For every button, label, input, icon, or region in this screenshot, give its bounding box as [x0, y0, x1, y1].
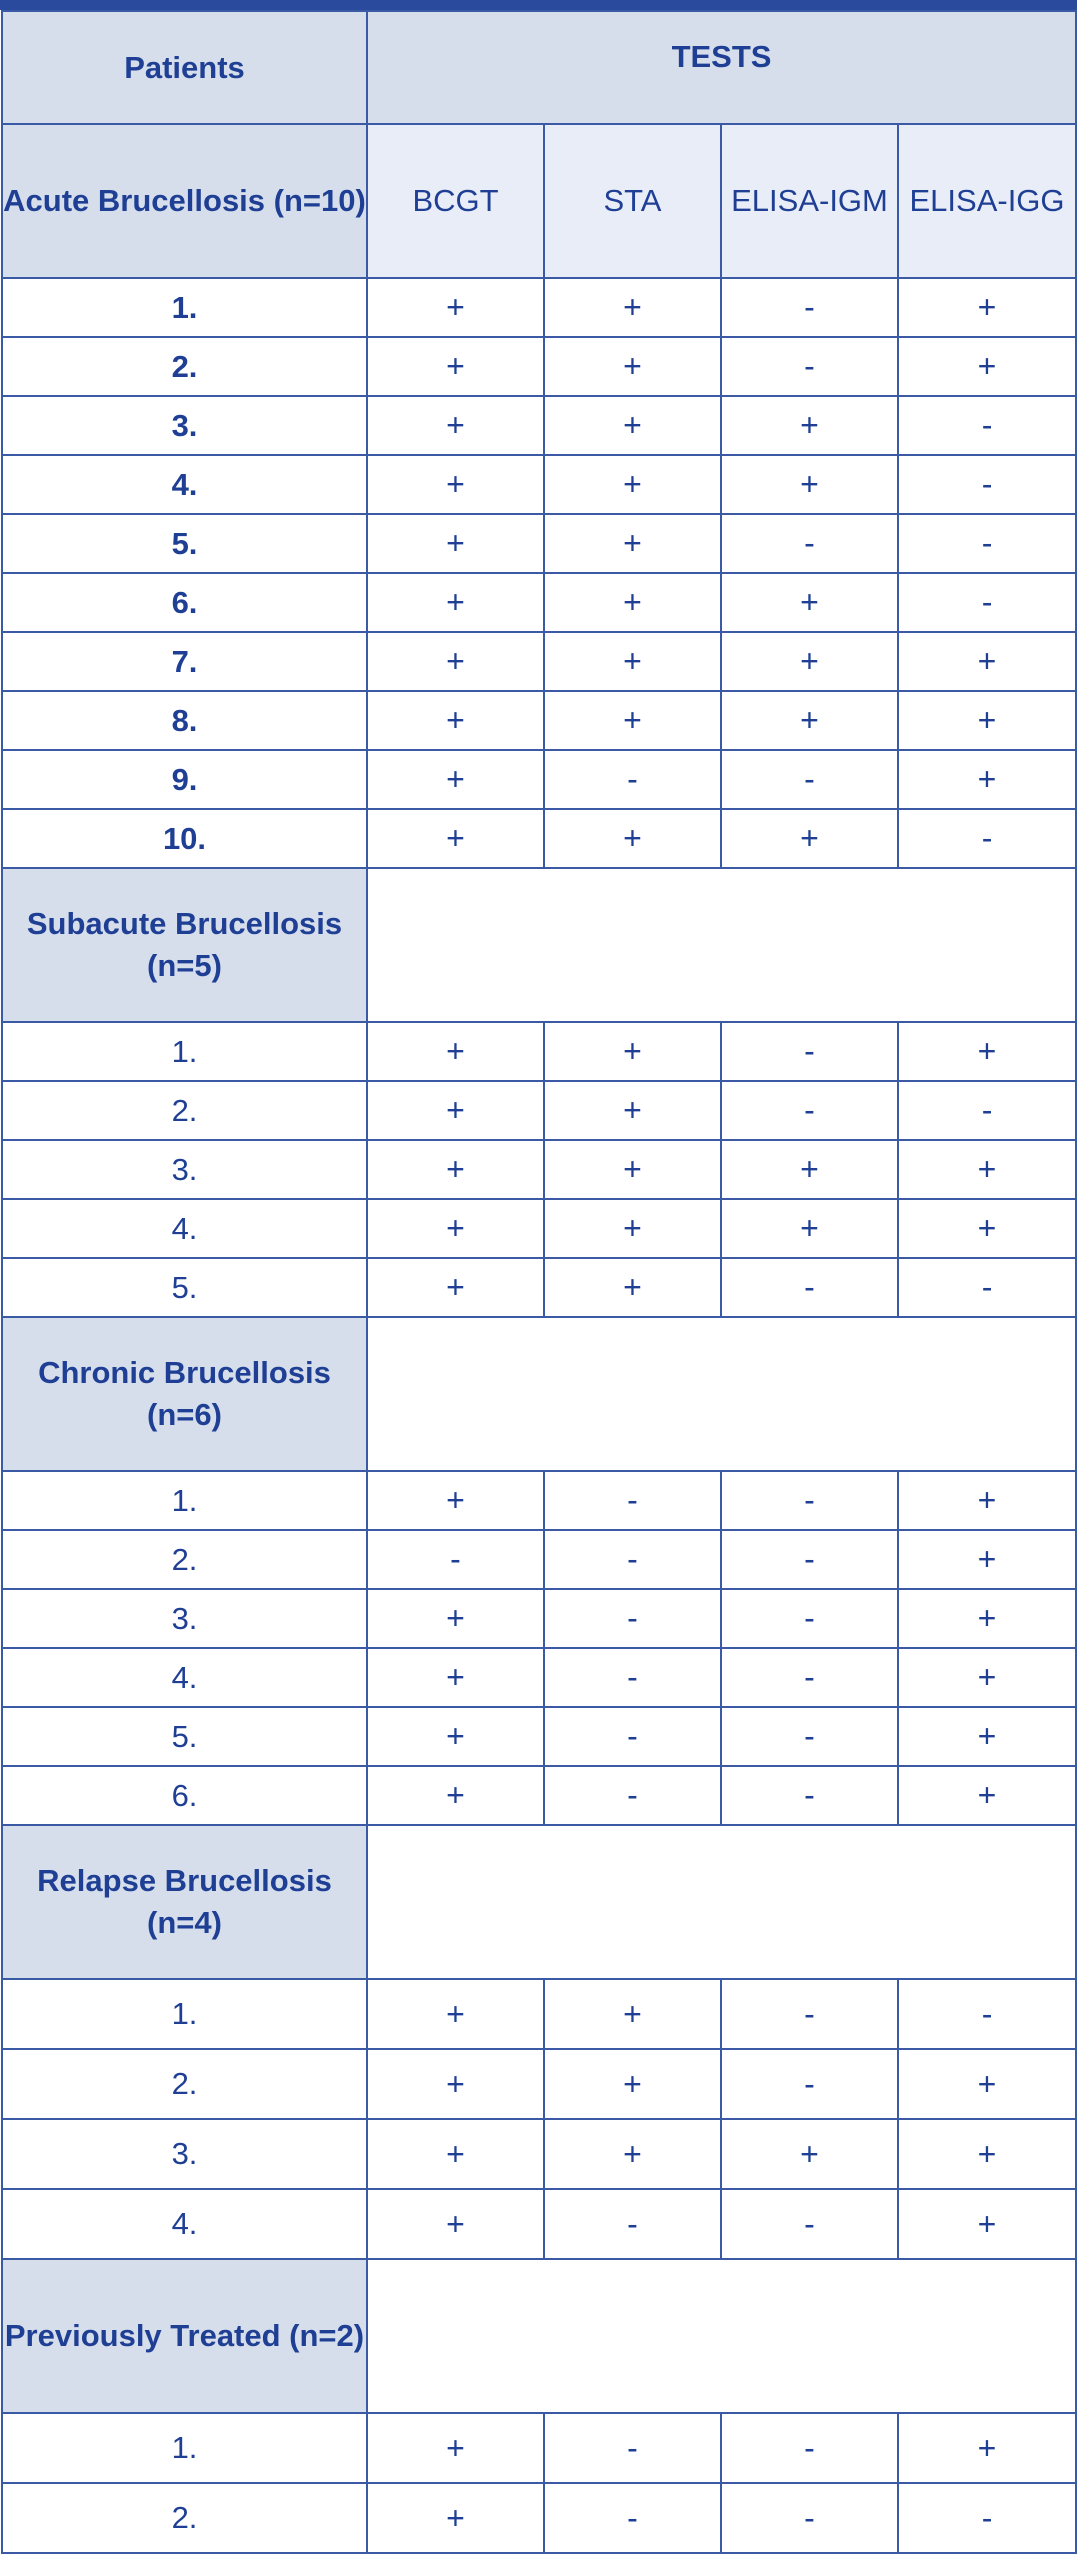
test-result-cell: -	[721, 1648, 898, 1707]
patient-number: 9.	[2, 750, 367, 809]
test-result-cell: +	[367, 1766, 544, 1825]
test-result-cell: +	[367, 1707, 544, 1766]
test-result-cell: +	[544, 396, 721, 455]
test-result-cell: +	[544, 632, 721, 691]
test-result-cell: +	[898, 1471, 1076, 1530]
test-result-cell: +	[544, 278, 721, 337]
table-row	[2, 809, 1076, 868]
test-result-cell: -	[721, 1081, 898, 1140]
test-result-cell: +	[544, 691, 721, 750]
test-result-cell: +	[721, 809, 898, 868]
test-result-cell: +	[721, 1140, 898, 1199]
test-result-cell: -	[544, 1707, 721, 1766]
test-result-cell: -	[721, 2189, 898, 2259]
test-result-cell: +	[898, 337, 1076, 396]
test-result-cell: +	[367, 2119, 544, 2189]
test-result-cell: +	[721, 396, 898, 455]
table-row	[2, 396, 1076, 455]
test-result-cell: +	[544, 514, 721, 573]
table-row	[2, 573, 1076, 632]
patient-number: 3.	[2, 1589, 367, 1648]
table-row	[2, 2413, 1076, 2483]
test-result-cell: +	[721, 2119, 898, 2189]
test-result-cell: +	[367, 632, 544, 691]
test-result-cell: +	[544, 455, 721, 514]
test-result-cell: +	[367, 337, 544, 396]
test-result-cell: +	[721, 691, 898, 750]
test-result-cell: +	[367, 2049, 544, 2119]
patient-number: 3.	[2, 396, 367, 455]
test-result-cell: +	[898, 1766, 1076, 1825]
table-row	[2, 691, 1076, 750]
test-result-cell: +	[367, 1081, 544, 1140]
test-column-header: STA	[544, 124, 721, 278]
test-column-header: ELISA-IGM	[721, 124, 898, 278]
test-result-cell: +	[721, 455, 898, 514]
test-result-cell: +	[367, 1589, 544, 1648]
table-row	[2, 278, 1076, 337]
table-row	[2, 1979, 1076, 2049]
table-row	[2, 514, 1076, 573]
test-result-cell: -	[721, 1258, 898, 1317]
test-result-cell: +	[367, 2483, 544, 2553]
test-result-cell: +	[544, 1199, 721, 1258]
test-result-cell: -	[721, 1766, 898, 1825]
table-row	[2, 1530, 1076, 1589]
test-result-cell: -	[721, 278, 898, 337]
test-result-cell: +	[898, 1707, 1076, 1766]
test-result-cell: -	[898, 455, 1076, 514]
test-result-cell: +	[367, 2413, 544, 2483]
test-result-cell: +	[544, 2119, 721, 2189]
table-row	[2, 2189, 1076, 2259]
patient-number: 2.	[2, 337, 367, 396]
test-result-cell: -	[721, 1530, 898, 1589]
results-table-body	[2, 11, 1076, 2553]
test-result-cell: -	[721, 1471, 898, 1530]
table-row	[2, 1258, 1076, 1317]
test-result-cell: +	[898, 1022, 1076, 1081]
test-result-cell: +	[544, 337, 721, 396]
table-row	[2, 1648, 1076, 1707]
test-result-cell: +	[898, 691, 1076, 750]
test-result-cell: -	[898, 1081, 1076, 1140]
patient-number: 1.	[2, 1471, 367, 1530]
group-label: Subacute Brucellosis (n=5)	[2, 868, 367, 1022]
patient-number: 2.	[2, 2483, 367, 2553]
table-row	[2, 1766, 1076, 1825]
test-result-cell: +	[367, 514, 544, 573]
patient-number: 1.	[2, 1022, 367, 1081]
test-result-cell: -	[898, 809, 1076, 868]
patient-number: 2.	[2, 1530, 367, 1589]
table-row	[2, 1707, 1076, 1766]
tests-header: TESTS	[367, 11, 1076, 124]
test-result-cell: +	[544, 1081, 721, 1140]
test-result-cell: +	[367, 1022, 544, 1081]
test-result-cell: -	[721, 1979, 898, 2049]
test-result-cell: +	[367, 2189, 544, 2259]
test-column-header: BCGT	[367, 124, 544, 278]
test-result-cell: -	[721, 2483, 898, 2553]
test-result-cell: +	[721, 632, 898, 691]
test-result-cell: +	[898, 278, 1076, 337]
test-result-cell: -	[721, 337, 898, 396]
test-result-cell: -	[721, 1022, 898, 1081]
patient-number: 2.	[2, 2049, 367, 2119]
patients-header: Patients	[2, 11, 367, 124]
top-accent-bar	[0, 0, 1077, 10]
group-blank-cell	[367, 2259, 1076, 2413]
test-result-cell: -	[544, 1471, 721, 1530]
patient-number: 6.	[2, 573, 367, 632]
patient-number: 1.	[2, 2413, 367, 2483]
patient-number: 2.	[2, 1081, 367, 1140]
test-result-cell: +	[544, 1022, 721, 1081]
test-result-cell: +	[367, 1648, 544, 1707]
patient-number: 3.	[2, 2119, 367, 2189]
test-result-cell: +	[367, 691, 544, 750]
test-result-cell: +	[721, 573, 898, 632]
patient-number: 6.	[2, 1766, 367, 1825]
results-table	[1, 10, 1077, 2554]
table-row	[2, 632, 1076, 691]
patient-number: 1.	[2, 1979, 367, 2049]
test-result-cell: +	[721, 1199, 898, 1258]
test-result-cell: +	[898, 2119, 1076, 2189]
test-result-cell: -	[898, 1258, 1076, 1317]
test-result-cell: +	[898, 2189, 1076, 2259]
test-result-cell: -	[544, 2413, 721, 2483]
test-result-cell: -	[721, 2049, 898, 2119]
test-result-cell: -	[721, 2413, 898, 2483]
test-result-cell: +	[898, 1648, 1076, 1707]
test-result-cell: -	[544, 1766, 721, 1825]
table-row	[2, 2119, 1076, 2189]
group-label: Previously Treated (n=2)	[2, 2259, 367, 2413]
test-result-cell: +	[367, 278, 544, 337]
test-result-cell: +	[898, 1589, 1076, 1648]
test-result-cell: +	[544, 1140, 721, 1199]
test-result-cell: +	[898, 2049, 1076, 2119]
patient-number: 5.	[2, 514, 367, 573]
test-result-cell: +	[898, 2413, 1076, 2483]
table-row	[2, 1471, 1076, 1530]
test-column-header: ELISA-IGG	[898, 124, 1076, 278]
test-result-cell: +	[544, 573, 721, 632]
test-result-cell: +	[367, 750, 544, 809]
table-row	[2, 2049, 1076, 2119]
patient-number: 4.	[2, 1199, 367, 1258]
test-result-cell: +	[367, 1199, 544, 1258]
table-row	[2, 1589, 1076, 1648]
test-result-cell: +	[898, 632, 1076, 691]
test-result-cell: -	[898, 1979, 1076, 2049]
test-result-cell: -	[721, 1707, 898, 1766]
test-result-cell: +	[544, 1258, 721, 1317]
test-result-cell: +	[898, 750, 1076, 809]
test-result-cell: -	[367, 1530, 544, 1589]
results-table-container	[1, 10, 1075, 2560]
test-result-cell: +	[367, 396, 544, 455]
test-result-cell: +	[898, 1199, 1076, 1258]
test-result-cell: -	[544, 1530, 721, 1589]
group-label: Chronic Brucellosis (n=6)	[2, 1317, 367, 1471]
table-row	[2, 455, 1076, 514]
group-label: Acute Brucellosis (n=10)	[2, 124, 367, 278]
test-result-cell: -	[544, 2483, 721, 2553]
test-result-cell: -	[898, 514, 1076, 573]
test-result-cell: +	[544, 1979, 721, 2049]
table-row	[2, 1140, 1076, 1199]
test-result-cell: -	[898, 396, 1076, 455]
test-result-cell: -	[721, 514, 898, 573]
test-result-cell: +	[898, 1530, 1076, 1589]
test-result-cell: -	[544, 750, 721, 809]
patient-number: 7.	[2, 632, 367, 691]
table-row	[2, 750, 1076, 809]
patient-number: 5.	[2, 1707, 367, 1766]
patient-number: 5.	[2, 1258, 367, 1317]
test-result-cell: -	[721, 750, 898, 809]
patient-number: 4.	[2, 1648, 367, 1707]
test-result-cell: +	[367, 1979, 544, 2049]
patient-number: 8.	[2, 691, 367, 750]
test-result-cell: +	[367, 573, 544, 632]
test-result-cell: +	[544, 809, 721, 868]
test-result-cell: +	[367, 809, 544, 868]
patient-number: 1.	[2, 278, 367, 337]
patient-number: 4.	[2, 455, 367, 514]
test-result-cell: -	[898, 2483, 1076, 2553]
table-row	[2, 1081, 1076, 1140]
patient-number: 4.	[2, 2189, 367, 2259]
test-result-cell: +	[367, 1471, 544, 1530]
test-result-cell: +	[367, 1258, 544, 1317]
test-result-cell: +	[544, 2049, 721, 2119]
group-blank-cell	[367, 1317, 1076, 1471]
table-row	[2, 1199, 1076, 1258]
patient-number: 3.	[2, 1140, 367, 1199]
test-result-cell: -	[544, 1589, 721, 1648]
test-result-cell: -	[898, 573, 1076, 632]
test-result-cell: -	[721, 1589, 898, 1648]
table-row	[2, 337, 1076, 396]
test-result-cell: -	[544, 2189, 721, 2259]
group-blank-cell	[367, 1825, 1076, 1979]
table-row	[2, 2483, 1076, 2553]
table-row	[2, 1022, 1076, 1081]
group-blank-cell	[367, 868, 1076, 1022]
test-result-cell: +	[367, 1140, 544, 1199]
group-label: Relapse Brucellosis (n=4)	[2, 1825, 367, 1979]
test-result-cell: +	[898, 1140, 1076, 1199]
test-result-cell: -	[544, 1648, 721, 1707]
patient-number: 10.	[2, 809, 367, 868]
test-result-cell: +	[367, 455, 544, 514]
